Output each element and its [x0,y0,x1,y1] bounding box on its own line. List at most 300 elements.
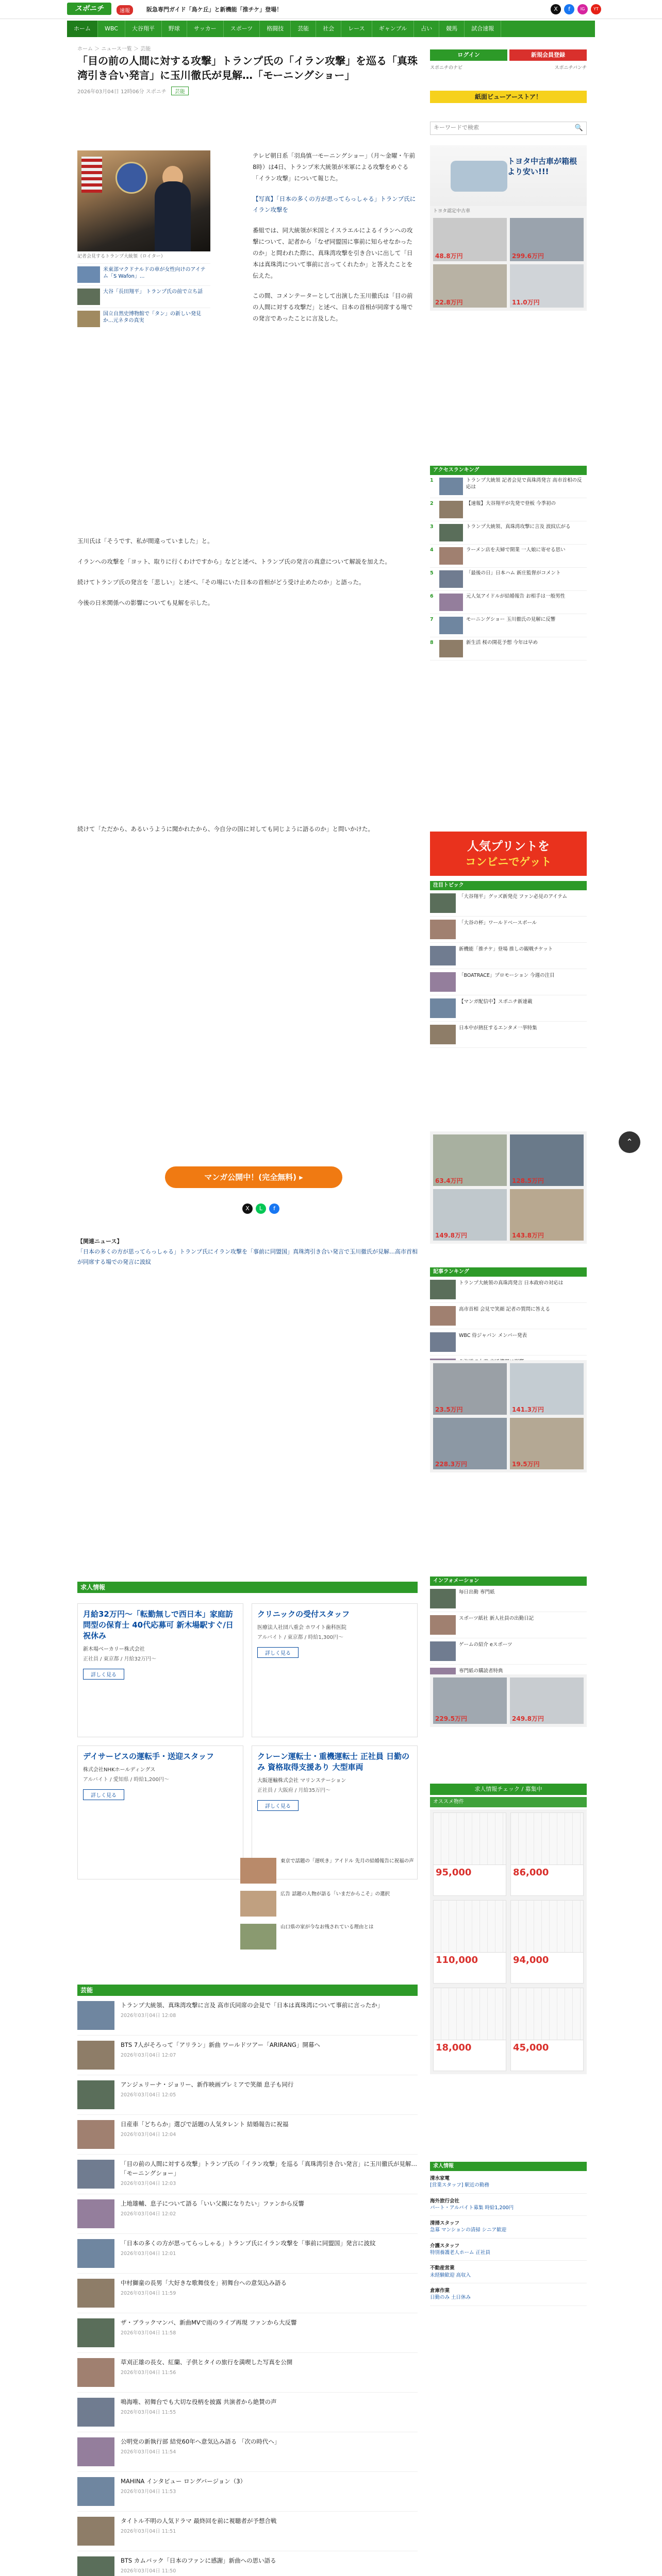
car-listing[interactable]: 299.6万円 [510,218,584,261]
person-figure [155,181,191,251]
car-listing[interactable]: 143.8万円 [510,1189,584,1241]
access-item[interactable] [430,568,587,591]
news-list [77,2001,418,2576]
body-paragraph: 続けてトランプ氏の発言を「悲しい」と述べ、「その場にいた日本の首相がどう受け止めたのか」と語った。 [77,578,365,586]
rank-number: 7 [430,617,434,622]
news-title[interactable]: MAHINA インタビュー ロングバージョン（3） [121,2478,246,2485]
ranking-item-title: トランプ大統領の真珠湾発言 日本政府の対応は [459,1280,564,1286]
sponsored-item[interactable]: 東京で話題の「遅咲き」アイドル 先月の結婚報告に祝福の声 [240,1858,416,1884]
news-title[interactable]: 「日本の多くの方が思ってらっしゃる」トランプ氏にイラン攻撃を「事前に同盟国」発言に波紋 [121,2240,376,2247]
access-item[interactable] [430,475,587,498]
news-item[interactable] [77,2477,418,2512]
news-title[interactable]: 「目の前の人間に対する攻撃」トランプ氏の「イラン攻撃」を巡る「真珠湾引き合い発言」に玉川徹氏が見解…「モーニングショー」 [121,2160,417,2177]
rank-number: 8 [430,640,434,646]
article-header [77,54,418,95]
access-item[interactable] [430,545,587,568]
sponsored-thumbnail [240,1891,276,1917]
news-title[interactable]: 上地雄輔、息子について語る「いい父親になりたい」ファンから反響 [121,2200,305,2207]
side-job-item[interactable] [430,2216,587,2239]
property-card[interactable] [510,1988,584,2071]
car-listing[interactable]: 63.4万円 [433,1134,507,1186]
print-banner[interactable] [430,832,587,876]
related-news-heading: 【関連ニュース】 [77,1238,123,1245]
topic-item[interactable] [430,995,587,1022]
print-subtext: コンビニでゲット [465,856,552,868]
breadcrumb[interactable]: ホーム ＞ ニュース一覧 ＞ 芸能 [77,46,151,52]
access-thumbnail [439,640,463,657]
news-thumbnail [77,2080,114,2109]
topic-item-thumbnail [430,972,456,992]
car-ad[interactable] [430,1131,587,1244]
side-related-item[interactable]: 米東部マクドナルドの車が女性向けのアイテム「S Wafon」... [77,263,210,285]
side-related-item[interactable]: 大谷「長田翔平」 トランプ氏の前で立ち話 [77,285,210,308]
site-logo[interactable]: スポニチ [67,3,111,15]
access-item[interactable] [430,521,587,545]
article-meta [77,87,418,95]
info-item-title: ゲームの紹介 eスポーツ [459,1642,512,1648]
news-thumbnail [77,2160,114,2189]
topic-item-title: 「大谷翔平」グッズ新発売 ファン必見のアイテム [459,894,568,900]
floor-plan [511,1901,583,1953]
side-jobs-heading: 求人情報 [430,2162,587,2171]
ranking-item-thumbnail [430,1332,456,1352]
info-section [430,1577,587,1691]
job-company: 大阪運輸株式会社 マリンステーション [257,1778,346,1784]
ranking-item[interactable] [430,1277,587,1303]
sponichi-navi-link[interactable]: スポニチのナビ [430,65,463,71]
info-item-thumbnail [430,1589,456,1608]
sponichi-bunch-link[interactable]: スポニチバンチ [554,65,587,71]
news-date: 2026年03月04日 11:51 [121,2528,176,2534]
news-date: 2026年03月04日 11:50 [121,2568,176,2574]
car-listing[interactable]: 23.5万円 [433,1363,507,1415]
news-title[interactable]: BTS カムバック「日本のファンに感謝」新曲への思い語る [121,2557,276,2564]
topic-item-title: 日本中が熱狂するエンタメ一挙特集 [459,1025,537,1031]
topic-item-title: 新機能「推チケ」登場 推しの観戦チケット [459,946,553,952]
ranking-heading: 記事ランキング [430,1267,587,1277]
side-job-title[interactable]: パート・アルバイト募集 時給1,200円 [430,2205,514,2211]
nav-sports[interactable]: スポーツ [224,21,260,37]
ranking-item-thumbnail [430,1280,456,1299]
topic-item[interactable] [430,1022,587,1048]
news-item[interactable] [77,2556,418,2576]
related-thumbnail [77,266,100,283]
job-detail-button[interactable]: 詳しく見る [257,1800,299,1811]
news-title[interactable]: 鳴海唯、初舞台でも大切な役柄を披露 共演者から絶賛の声 [121,2398,277,2405]
side-job-company: 清水家電 [430,2176,450,2181]
realestate-ad[interactable] [430,1809,587,2074]
category-tag[interactable]: 芸能 [171,87,189,95]
news-thumbnail [77,2517,114,2546]
sponsored-thumbnail [240,1924,276,1950]
side-job-company: 清掃スタッフ [430,2221,460,2227]
news-title[interactable]: タイトル不明の人気ドラマ 最終回を前に視聴者が予想合戦 [121,2517,277,2524]
news-date: 2026年03月04日 12:04 [121,2131,176,2138]
access-heading: アクセスランキング [430,466,587,475]
sponsored-thumbnail [240,1858,276,1884]
car-ad[interactable] [430,145,587,311]
register-button[interactable]: 新規会員登録 [509,49,587,61]
news-thumbnail [77,2398,114,2427]
access-thumbnail [439,547,463,565]
flag-graphic [81,157,102,193]
news-item[interactable] [77,2199,418,2234]
nav-live[interactable]: 試合速報 [465,21,501,37]
car-graphic [451,161,507,192]
property-card[interactable] [433,1812,506,1896]
job-card[interactable] [77,1603,243,1737]
car-listing[interactable]: 149.8万円 [433,1189,507,1241]
access-title: 【速報】大谷翔平が先発で登板 今季初の [466,501,556,506]
chevron-up-icon: ⌃ [626,1137,633,1147]
share-x-icon[interactable]: X [242,1204,253,1214]
job-detail-button[interactable]: 詳しく見る [83,1789,124,1800]
job-company: 新木場ベーカリー株式会社 [83,1647,145,1652]
car-listing[interactable]: 128.5万円 [510,1134,584,1186]
job-card[interactable] [252,1603,418,1737]
car-listing[interactable]: 228.3万円 [433,1418,507,1469]
article-body-top [253,150,418,334]
nav-keiba[interactable]: 競馬 [439,21,465,37]
topic-item-thumbnail [430,998,456,1018]
search-input[interactable] [431,122,566,133]
side-related-list [77,263,210,330]
news-item[interactable] [77,2239,418,2274]
job-meta: 正社員 / 大阪府 / 月給35万円～ [257,1788,331,1793]
top-bar [0,0,662,19]
jobs-check-button[interactable]: 求人情報チェック / 募集中 [430,1784,587,1795]
property-card[interactable] [433,1988,506,2071]
job-company: 医療法人社団八重会 ホワイト歯科医院 [257,1625,346,1631]
property-card[interactable] [510,1900,584,1984]
sponsored-item[interactable]: 広告 話題の人物が語る「いまだからこそ」の選択 [240,1891,416,1917]
news-title[interactable]: ザ・ブラックマンバ、新曲MVで雨のライブ再現 ファンから大反響 [121,2319,297,2326]
related-news [77,1236,418,1267]
body-paragraph: 玉川氏は「そうです、私が間違っていました」と。 [77,537,213,545]
news-thumbnail [77,2318,114,2347]
news-item[interactable] [77,2120,418,2155]
body-paragraph: 番組では、同大統領が米国とイスラエルによるイランへの攻撃について、記者から「なぜ同盟国に事前に知らせなかったのか」と問われた際に、真珠湾攻撃を引き合いに出して「日本は真珠湾について事前に言ってくれたか」と答えたことを伝えた。 [253,227,413,279]
ranking-item-title: WBC 侍ジャパン メンバー発表 [459,1333,527,1338]
nav-society[interactable]: 社会 [316,21,341,37]
body-paragraph: 今後の日米関係への影響についても見解を示した。 [77,599,214,606]
body-paragraph: イランへの攻撃を「ヨット、取りに行くわけですから」などと述べ、トランプ氏の発言の真意について解説を加えた。 [77,557,391,565]
access-title: 新生活 桜の開花予想 今年は早め [466,640,538,646]
info-item[interactable] [430,1586,587,1612]
side-job-company: 介護スタッフ [430,2243,460,2249]
article-headline: 「目の前の人間に対する攻撃」トランプ氏の「イラン攻撃」を巡る「真珠湾引き合い発言」に玉川徹氏が見解…「モーニングショー」 [77,55,418,81]
news-title[interactable]: 草刈正雄の長女、紅蘭、子供とタイの旅行を満喫した写真を公開 [121,2359,293,2366]
jobs-heading: 求人情報 [77,1582,418,1593]
info-item-title: 毎日出勤 専門紙 [459,1589,495,1595]
body-paragraph: 続けて「ただから、あるいうように聞かれたから、今自分の国に対しても同じように語るのか」と問いかけた。 [77,825,374,833]
news-date: 2026年03月04日 11:53 [121,2488,176,2495]
access-list [430,475,587,660]
access-title: モーニングショー 玉川徹氏の見解に反響 [466,617,556,622]
news-title[interactable]: 公明党の新執行部 結党60年へ意気込み語る 「次の時代へ」 [121,2438,280,2445]
side-job-title[interactable]: 急募 マンションの清掃 シニア歓迎 [430,2227,507,2233]
news-date: 2026年03月04日 12:01 [121,2250,176,2257]
side-job-title[interactable]: [営業スタッフ] 駅近の勤務 [430,2182,489,2189]
rank-number: 5 [430,570,434,576]
news-thumbnail [77,2239,114,2268]
ranking-item[interactable] [430,1303,587,1329]
news-item[interactable] [77,2437,418,2472]
side-jobs [430,2162,587,2306]
news-title[interactable]: BTS 7人がそろって「アリラン」新曲 ワールドツアー「ARIRANG」開幕へ [121,2041,320,2048]
news-date: 2026年03月04日 11:59 [121,2290,176,2296]
car-listing[interactable]: 48.8万円 [433,218,507,261]
property-price: 18,000 [436,2042,472,2053]
nav-ohtani[interactable]: 大谷翔平 [125,21,162,37]
topic-item-title: 「BOATRACE」プロモーション 今週の注目 [459,973,555,978]
topics-section [430,881,587,1048]
nav-gamble[interactable]: ギャンブル [372,21,415,37]
news-date: 2026年03月04日 11:58 [121,2330,176,2336]
nav-race[interactable]: レース [341,21,372,37]
info-item-thumbnail [430,1615,456,1635]
news-date: 2026年03月04日 12:03 [121,2180,176,2187]
news-item[interactable] [77,2041,418,2075]
property-card[interactable] [433,1900,506,1984]
topic-item-thumbnail [430,946,456,965]
access-thumbnail [439,570,463,588]
sponsored-item[interactable]: 山口県の家が今なお残されている理由とは [240,1924,416,1950]
related-thumbnail [77,311,100,327]
news-date: 2026年03月04日 12:05 [121,2092,176,2098]
ad-space [77,618,418,824]
viewer-store-banner[interactable]: 紙面ビューアーストア！ [430,91,587,103]
breaking-badge: 速報 [117,5,133,15]
jobs-section [77,1582,418,1879]
news-date: 2026年03月04日 12:07 [121,2052,176,2058]
access-thumbnail [439,524,463,541]
photo-column [77,150,210,330]
news-date: 2026年03月04日 11:54 [121,2449,176,2455]
car-ad-banner [430,145,587,206]
info-item-title: 専門紙の購読者特典 [459,1668,503,1674]
news-thumbnail [77,2477,114,2506]
nav-soccer[interactable]: サッカー [187,21,224,37]
side-job-item[interactable] [430,2171,587,2194]
youtube-icon[interactable]: YT [591,4,601,14]
property-price: 94,000 [513,1955,549,1965]
main-nav [67,21,595,37]
news-thumbnail [77,2120,114,2149]
news-title[interactable]: アンジェリーナ・ジョリー、新作映画プレミアで笑顔 息子も同行 [121,2081,294,2088]
car-listing[interactable]: 249.8万円 [510,1677,584,1724]
sponsored-list [240,1858,416,1957]
news-thumbnail [77,2358,114,2387]
info-item[interactable] [430,1612,587,1638]
side-job-company: 不動産営業 [430,2265,455,2272]
realestate-heading: オススメ物件 [430,1797,587,1807]
car-listing[interactable]: 19.5万円 [510,1418,584,1469]
topic-item-thumbnail [430,1025,456,1044]
floor-plan [434,1901,506,1953]
nav-baseball[interactable]: 野球 [162,21,187,37]
job-meta: アルバイト / 東京都 / 時給1,300円～ [257,1635,343,1640]
topic-item-title: 「大谷の杯」ワールドベースボール [459,920,537,926]
news-item[interactable] [77,2160,418,2194]
share-line-icon[interactable]: L [256,1204,266,1214]
share-facebook-icon[interactable]: f [269,1204,279,1214]
property-price: 86,000 [513,1867,549,1878]
ranking-item-title: 高市首相 会見で笑顔 記者の質問に答える [459,1307,551,1312]
news-item[interactable] [77,2318,418,2353]
side-job-item[interactable] [430,2261,587,2283]
topic-item-thumbnail [430,893,456,913]
side-job-title[interactable]: 未経験歓迎 高収入 [430,2272,471,2278]
access-item[interactable] [430,637,587,660]
breaking-headline[interactable]: 阪急専門ガイド「鳥ケ丘」と新機能「推チケ」登場！ [146,6,283,13]
news-item[interactable] [77,2517,418,2551]
access-item[interactable] [430,498,587,521]
side-job-item[interactable] [430,2194,587,2216]
job-company: 株式会社NHKホールディングス [83,1767,156,1773]
topic-item[interactable] [430,890,587,917]
job-title[interactable]: 月給32万円～「転勤無しで西日本」家庭訪問型の保育士 40代応募可 新木場駅すぐ/日祝休み [83,1609,234,1640]
photo-link[interactable]: 【写真】「日本の多くの方が思ってらっしゃる」トランプ氏にイラン攻撃を [253,195,416,214]
access-item[interactable] [430,614,587,637]
property-card[interactable] [510,1812,584,1896]
x-icon[interactable]: X [551,4,561,14]
news-date: 2026年03月04日 11:56 [121,2369,176,2376]
access-title: 元人気アイドルが結婚報告 お相手は一般男性 [466,594,566,599]
search-box [430,122,587,135]
car-listing[interactable]: 229.5万円 [433,1677,507,1724]
rank-number: 3 [430,524,434,530]
nav-fortune[interactable]: 占い [414,21,439,37]
car-listing[interactable]: 22.8万円 [433,264,507,308]
news-item[interactable] [77,2279,418,2313]
access-thumbnail [439,478,463,495]
access-thumbnail [439,594,463,611]
access-title: トランプ大統領 記者会見で真珠湾発言 高市首相の反応は [466,478,582,490]
manga-button[interactable]: マンガ公開中！(完全無料) ▸ [165,1166,342,1188]
instagram-icon[interactable]: IG [577,4,588,14]
side-job-company: 海外旅行会社 [430,2198,460,2204]
news-thumbnail [77,2437,114,2466]
rank-number: 1 [430,478,434,483]
floor-plan [511,1813,583,1865]
news-title[interactable]: トランプ大統領、真珠湾攻撃に言及 高市氏同席の会見で「日本は真珠湾について事前に言ったか」 [121,2002,384,2009]
side-job-item[interactable] [430,2239,587,2261]
side-jobs-list [430,2171,587,2306]
side-job-company: 倉庫作業 [430,2287,450,2294]
news-item[interactable] [77,2080,418,2115]
job-meta: 正社員 / 東京都 / 月給32万円～ [83,1656,157,1662]
side-job-title[interactable]: 特別養護老人ホーム 正社員 [430,2250,491,2256]
job-title[interactable]: デイサービスの運転手・送迎スタッフ [83,1752,214,1761]
login-button[interactable]: ログイン [430,49,507,61]
property-price: 110,000 [436,1955,478,1965]
nav-home[interactable]: ホーム [67,21,98,37]
news-section [77,1985,418,2576]
news-thumbnail [77,2279,114,2308]
job-detail-button[interactable]: 詳しく見る [257,1647,299,1658]
nav-fight[interactable]: 格闘技 [260,21,291,37]
lead-paragraph: テレビ朝日系「羽鳥慎一モーニングショー」（月～金曜・午前8時）は4日、トランプ米大統領が米軍による攻撃をめぐる「イラン攻撃」について報じた。 [253,152,416,182]
floor-plan [434,1813,506,1865]
news-title[interactable]: 日産車「どちらか」選びで話題の人気タレント 結婚報告に祝福 [121,2121,289,2128]
access-title: 「最後の日」日本ハム 新庄監督がコメント [466,570,561,576]
job-detail-button[interactable]: 詳しく見る [83,1669,124,1680]
job-title[interactable]: クレーン運転士・重機運転士 正社員 日勤のみ 資格取得支援あり 大型車両 [257,1752,410,1772]
article-body [77,536,418,844]
floor-plan [434,1988,506,2040]
rank-number: 2 [430,501,434,506]
news-item[interactable] [77,2001,418,2036]
nav-entertainment[interactable]: 芸能 [291,21,316,37]
topic-item[interactable] [430,917,587,943]
info-heading: インフォメーション [430,1577,587,1586]
topics-heading: 注目トピック [430,881,587,890]
job-card[interactable] [77,1745,243,1879]
article-photo[interactable] [77,150,210,251]
news-item[interactable] [77,2358,418,2393]
ranking-item-thumbnail [430,1306,456,1326]
job-title[interactable]: クリニックの受付スタッフ [257,1609,350,1619]
property-price: 95,000 [436,1867,472,1878]
access-title: ラーメン店を夫婦で開業 一人娘に寄せる思い [466,547,566,553]
topic-item[interactable] [430,969,587,995]
side-job-item[interactable] [430,2283,587,2306]
info-item-title: スポーツ紙社 新人社員の出勤日記 [459,1616,534,1621]
related-news-link[interactable]: 「日本の多くの方が思ってらっしゃる」トランプ氏にイラン攻撃を「事前に同盟国」真珠湾引き合い発言で玉川徹氏が見解…高市首相が同席する場での発言に波紋 [77,1248,418,1265]
news-thumbnail [77,2199,114,2228]
news-item[interactable] [77,2398,418,2432]
info-item[interactable] [430,1638,587,1665]
related-thumbnail [77,289,100,305]
search-icon[interactable]: 🔍 [574,124,583,132]
seal-graphic [115,162,147,194]
access-thumbnail [439,501,463,518]
body-paragraph: この間、コメンテーターとして出演した玉川徹氏は「目の前の人間に対する攻撃だ」と述べ、日本の首相が同席する場での発言であったことに言及した。 [253,292,413,323]
topic-item[interactable] [430,943,587,969]
rank-number: 4 [430,547,434,553]
scroll-top-button[interactable] [619,1131,640,1153]
facebook-icon[interactable]: f [564,4,574,14]
access-item[interactable] [430,591,587,614]
car-ad-headline: トヨタ中古車が箱根より安い!!! [507,157,577,176]
access-thumbnail [439,617,463,634]
news-date: 2026年03月04日 11:55 [121,2409,176,2415]
news-thumbnail [77,2001,114,2030]
property-price: 45,000 [513,2042,549,2053]
side-related-item[interactable]: 国立自然史博物館で「タン」の新しい発見か...元ネタの真実 [77,308,210,330]
ranking-item[interactable] [430,1329,587,1355]
photo-caption: 記者会見するトランプ大統領（ロイター） [77,254,166,259]
car-ad[interactable] [430,1674,587,1727]
news-date: 2026年03月04日 12:08 [121,2012,176,2019]
side-job-title[interactable]: 日勤のみ 土日休み [430,2295,471,2301]
info-item-thumbnail [430,1641,456,1661]
topic-item-title: 【マンガ配信中】スポニチ新連載 [459,999,533,1005]
print-text: 人気プリントを [467,840,550,853]
topics-list [430,890,587,1048]
floor-plan [511,1988,583,2040]
news-heading: 芸能 [77,1985,418,1996]
nav-wbc[interactable]: WBC [98,21,125,37]
access-title: トランプ大統領、真珠湾攻撃に言及 波紋広がる [466,524,571,530]
car-ad[interactable] [430,1360,587,1472]
job-meta: アルバイト / 愛知県 / 時給1,200円～ [83,1777,169,1783]
car-listing[interactable]: 141.3万円 [510,1363,584,1415]
news-date: 2026年03月04日 12:02 [121,2211,176,2217]
car-listing[interactable]: 11.0万円 [510,264,584,308]
news-title[interactable]: 中村獅童の長男「大好きな歌舞伎を」初舞台への意気込み語る [121,2279,287,2286]
